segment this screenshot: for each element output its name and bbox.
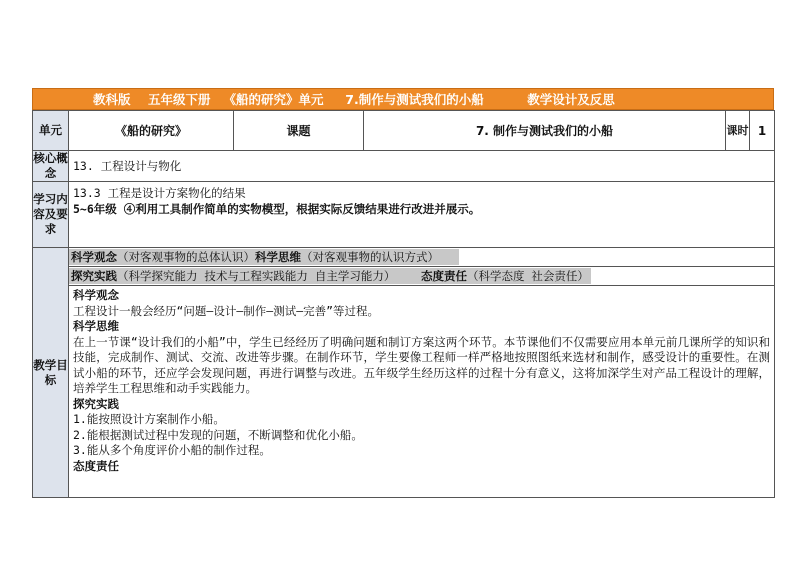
practice-heading: 探究实践 xyxy=(73,396,119,411)
concept-text: 工程设计一般会经历“问题—设计—制作—测试—完善”等过程。 xyxy=(73,303,380,318)
unit-row xyxy=(33,111,775,151)
banner-grade: 五年级下册 xyxy=(147,92,211,107)
thinking-text: 在上一节课“设计我们的小船”中，学生已经经历了明确问题和制订方案这两个环节。本节课他们不仅需要应用本单元前几课所学的知识和技能，完成制作、测试、交流、改进等步骤。在制作环节，学生要像工程师一样严格地按照图纸来选材和制作，感受设计的重要性。在测试小船的环节，还应学会发现问题，再进行调整与改进。五年级学生经历这样的过程十分有意义，这将加深学生对产品工程设计的理解，培养学生工程思维和动手实践能力。 xyxy=(73,334,770,395)
literacy-practice-tag: 探究实践 xyxy=(71,269,117,283)
requirements-content xyxy=(69,182,775,248)
period-value: 1 xyxy=(750,111,775,151)
concept-row xyxy=(33,151,775,182)
title-banner xyxy=(32,88,774,110)
lesson-plan-sheet xyxy=(32,88,774,498)
literacy-attitude-desc: （科学态度 社会责任） xyxy=(466,269,589,283)
concept-heading: 科学观念 xyxy=(73,288,119,302)
banner-unit: 《船的研究》单元 xyxy=(223,92,324,107)
literacy-highlight-2 xyxy=(69,268,591,284)
topic-label: 课题 xyxy=(234,111,364,151)
unit-label: 单元 xyxy=(33,111,69,151)
literacy-concept-desc: （对客观事物的总体认识） xyxy=(117,250,255,264)
attitude-heading: 态度责任 xyxy=(73,458,119,473)
literacy-practice-desc: （科学探究能力 技术与工程实践能力 自主学习能力） xyxy=(117,269,396,283)
concept-label: 核心概念 xyxy=(33,151,68,180)
literacy-line-1 xyxy=(69,248,775,267)
literacy-highlight-1 xyxy=(69,249,459,265)
requirements-line-2: 5~6年级 ④利用工具制作简单的实物模型，根据实际反馈结果进行改进并展示。 xyxy=(73,202,481,216)
period-label: 课时 xyxy=(726,111,750,151)
objectives-label: 教学目标 xyxy=(33,248,69,498)
banner-doc-type: 教学设计及反思 xyxy=(527,92,615,107)
requirements-row xyxy=(33,182,775,248)
practice-item: 3.能从多个角度评价小船的制作过程。 xyxy=(73,443,271,457)
unit-value: 《船的研究》 xyxy=(69,111,234,151)
practice-item: 1.能按照设计方案制作小船。 xyxy=(73,412,225,426)
topic-value: 7. 制作与测试我们的小船 xyxy=(364,111,726,151)
objectives-detail-row xyxy=(33,286,775,498)
literacy-thinking-tag: 科学思维 xyxy=(255,250,301,264)
lesson-table xyxy=(32,110,775,498)
literacy-thinking-desc: （对客观事物的认识方式） xyxy=(301,250,439,264)
thinking-heading: 科学思维 xyxy=(73,319,119,333)
literacy-concept-tag: 科学观念 xyxy=(71,250,117,264)
literacy-line-2 xyxy=(69,267,775,286)
requirements-label: 学习内容及要求 xyxy=(33,182,69,248)
objectives-detail xyxy=(69,286,775,498)
concept-value: 13. 工程设计与物化 xyxy=(69,151,775,182)
literacy-row-2 xyxy=(33,267,775,286)
requirements-line-1: 13.3 工程是设计方案物化的结果 xyxy=(73,186,246,200)
banner-publisher: 教科版 xyxy=(93,92,131,107)
literacy-row-1 xyxy=(33,248,775,267)
banner-lesson: 7.制作与测试我们的小船 xyxy=(345,92,484,107)
literacy-attitude-tag: 态度责任 xyxy=(420,269,467,283)
practice-item: 2.能根据测试过程中发现的问题，不断调整和优化小船。 xyxy=(73,427,363,442)
